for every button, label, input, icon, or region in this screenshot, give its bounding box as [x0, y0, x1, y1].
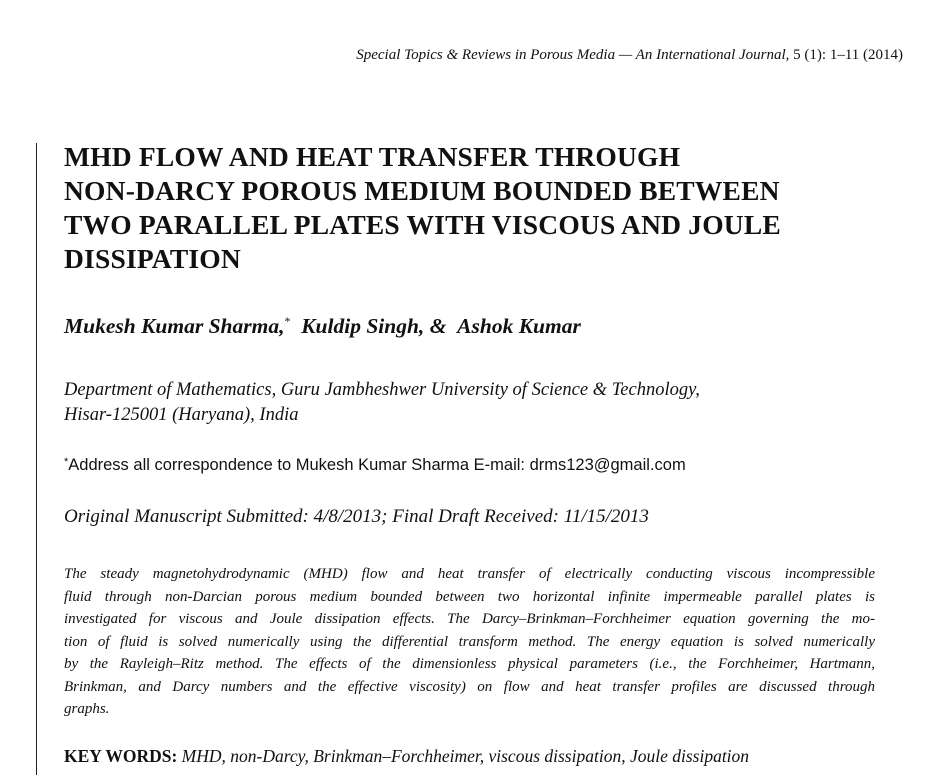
correspondence-mark: * — [64, 456, 69, 468]
abstract-line: graphs. — [64, 701, 110, 717]
abstract-line: fluid through non-Darcian porous medium bounded between two horizontal infinite impermeable parallel plates is — [64, 588, 875, 605]
correspondence-text: Address all correspondence to Mukesh Kumar Sharma E-mail: drms123@gmail.com — [68, 456, 686, 474]
abstract-line: tion of fluid is solved numerically using the differential transform method. The energy equation is solved numerically — [64, 633, 875, 650]
author-name: Ashok Kumar — [457, 314, 581, 338]
author-name: Kuldip Singh, — [301, 314, 425, 338]
author-name: Mukesh Kumar Sharma, — [64, 314, 285, 338]
manuscript-dates: Original Manuscript Submitted: 4/8/2013; Final Draft Received: 11/15/2013 — [64, 506, 649, 527]
corresponding-author-mark: * — [284, 314, 291, 328]
author-conjunction: & — [429, 314, 447, 338]
keywords-label: KEY WORDS: — [64, 746, 178, 766]
abstract-line: Brinkman, and Darcy numbers and the effective viscosity) on flow and heat transfer profiles are discussed through — [64, 678, 875, 695]
journal-volume-info: 5 (1): 1–11 (2014) — [789, 47, 903, 63]
author-list — [64, 314, 581, 339]
abstract-line: The steady magnetohydrodynamic (MHD) flow and heat transfer of electrically conducting viscous incompressible — [64, 566, 875, 582]
abstract-line: by the Rayleigh–Ritz method. The effects of the dimensionless physical parameters (i.e., the Forchheimer, Hartmann, — [64, 656, 875, 672]
affiliation-line: Hisar-125001 (Haryana), India — [64, 405, 299, 425]
title-line-4: DISSIPATION — [64, 243, 241, 274]
abstract — [64, 563, 875, 721]
keywords — [64, 746, 749, 767]
journal-header — [356, 47, 903, 64]
title-line-2: NON-DARCY POROUS MEDIUM BOUNDED BETWEEN — [64, 175, 780, 206]
correspondence-note — [64, 456, 686, 475]
title-line-3: TWO PARALLEL PLATES WITH VISCOUS AND JOULE — [64, 209, 781, 240]
journal-name: Special Topics & Reviews in Porous Media — An International Journal, — [356, 47, 790, 63]
paper-title — [64, 140, 904, 276]
title-line-1: MHD FLOW AND HEAT TRANSFER THROUGH — [64, 141, 681, 172]
margin-rule — [36, 143, 37, 775]
author-affiliation — [64, 378, 700, 428]
affiliation-line: Department of Mathematics, Guru Jambheshwer University of Science & Technology, — [64, 380, 700, 400]
keywords-list: MHD, non-Darcy, Brinkman–Forchheimer, viscous dissipation, Joule dissipation — [181, 746, 750, 766]
abstract-line: investigated for viscous and Joule dissipation effects. The Darcy–Brinkman–Forchheimer equation governing the mo- — [64, 611, 875, 627]
